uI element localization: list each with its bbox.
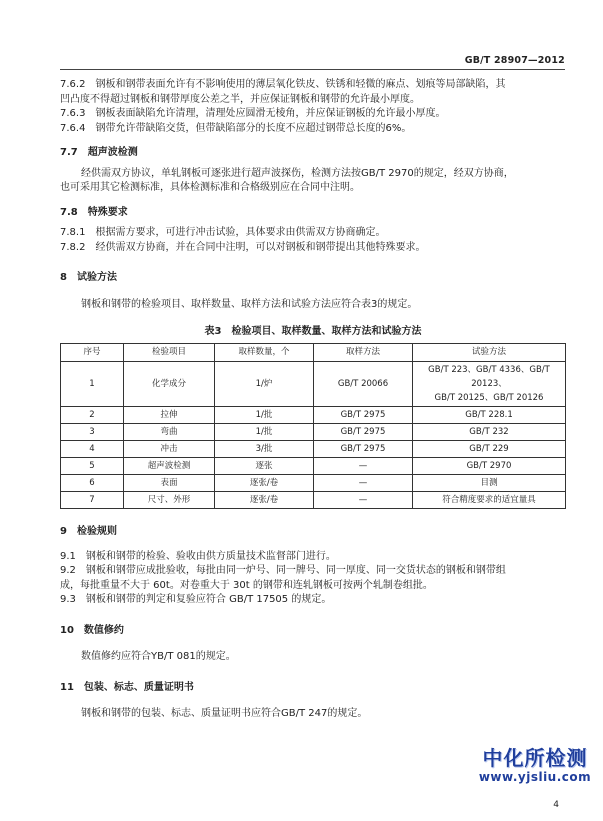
table-cell-no: 7 xyxy=(61,492,124,509)
table-cell-test: 符合精度要求的适宜量具 xyxy=(413,492,566,509)
clause-7-6-3: 7.6.3 钢板表面缺陷允许清理，清理处应圆滑无棱角，并应保证钢板的允许最小厚度。 xyxy=(60,108,446,119)
table-header-cell: 试验方法 xyxy=(413,344,566,362)
table-cell-qty: 1/批 xyxy=(215,407,314,424)
table-cell-test xyxy=(413,362,566,407)
table-header-cell: 取样方法 xyxy=(314,344,413,362)
table-header-cell: 序号 xyxy=(61,344,124,362)
table-cell-no: 3 xyxy=(61,424,124,441)
para-11: 钢板和钢带的包装、标志、质量证明书应符合GB/T 247的规定。 xyxy=(81,708,368,719)
table-cell-qty: 1/批 xyxy=(215,424,314,441)
clause-7-6-4: 7.6.4 钢带允许带缺陷交货，但带缺陷部分的长度不应超过钢带总长度的6%。 xyxy=(60,122,412,134)
page-content xyxy=(60,78,566,722)
table-cell-item: 表面 xyxy=(124,475,215,492)
table-cell-qty: 逐张/卷 xyxy=(215,492,314,509)
clause-7-6-2-line-1: 7.6.2 钢板和钢带表面允许有不影响使用的薄层氧化铁皮、铁锈和轻微的麻点、划痕等局部缺陷，其 xyxy=(60,79,506,90)
table-cell-qty: 3/批 xyxy=(215,441,314,458)
table-cell-test-line: GB/T 20125、GB/T 20126 xyxy=(434,393,544,403)
table-cell-qty: 逐张 xyxy=(215,458,314,475)
watermark-url: www.yjsliu.com xyxy=(478,770,592,784)
table-cell-method: — xyxy=(314,458,413,475)
table-row xyxy=(61,492,566,509)
table-cell-method: — xyxy=(314,475,413,492)
table-cell-item: 尺寸、外形 xyxy=(124,492,215,509)
table-cell-item: 冲击 xyxy=(124,441,215,458)
clause-7-8-1: 7.8.1 根据需方要求，可进行冲击试验，具体要求由供需双方协商确定。 xyxy=(60,227,386,238)
table-row xyxy=(61,458,566,475)
section-7-6-items xyxy=(60,78,566,136)
table-cell-method: — xyxy=(314,492,413,509)
table-cell-item: 超声波检测 xyxy=(124,458,215,475)
clause-9-3: 9.3 钢板和钢带的判定和复验应符合 GB/T 17505 的规定。 xyxy=(60,594,332,605)
para-7-7-line-2: 也可采用其它检测标准，具体检测标准和合格级别应在合同中注明。 xyxy=(60,182,360,193)
clause-7-6-2-line-2: 凹凸度不得超过钢板和钢带厚度公差之半，并应保证钢板和钢带的允许最小厚度。 xyxy=(60,93,420,105)
table-cell-method: GB/T 2975 xyxy=(314,424,413,441)
table-cell-no: 4 xyxy=(61,441,124,458)
heading-8: 8 试验方法 xyxy=(60,272,117,283)
table-row xyxy=(61,362,566,407)
table-cell-test-line: GB/T 223、GB/T 4336、GB/T 20123、 xyxy=(428,365,550,389)
clause-9-1: 9.1 钢板和钢带的检验、验收由供方质量技术监督部门进行。 xyxy=(60,550,336,562)
para-7-7-line-1: 经供需双方协议，单轧钢板可逐张进行超声波探伤，检测方法按GB/T 2970的规定，经双方协商， xyxy=(81,167,514,179)
table-header-cell: 取样数量，个 xyxy=(215,344,314,362)
table-cell-item: 化学成分 xyxy=(124,362,215,407)
table-3-caption: 表3 检验项目、取样数量、取样方法和试验方法 xyxy=(204,326,422,337)
table-3 xyxy=(60,343,566,509)
table-row xyxy=(61,475,566,492)
para-10: 数值修约应符合YB/T 081的规定。 xyxy=(81,651,236,662)
table-cell-method: GB/T 2975 xyxy=(314,441,413,458)
table-cell-item: 拉伸 xyxy=(124,407,215,424)
standard-code: GB/T 28907—2012 xyxy=(464,55,565,66)
table-cell-no: 2 xyxy=(61,407,124,424)
heading-9: 9 检验规则 xyxy=(60,526,117,537)
clause-9-2-line-1: 9.2 钢板和钢带应成批验收，每批由同一炉号、同一牌号、同一厚度、同一交货状态的钢板和钢带组 xyxy=(60,565,506,576)
heading-7-8: 7.8 特殊要求 xyxy=(60,206,128,218)
table-cell-no: 6 xyxy=(61,475,124,492)
table-cell-method: GB/T 2975 xyxy=(314,407,413,424)
table-cell-test: GB/T 229 xyxy=(413,441,566,458)
heading-7-7: 7.7 超声波检测 xyxy=(60,147,138,158)
table-cell-test: GB/T 232 xyxy=(413,424,566,441)
watermark-logo xyxy=(470,746,600,785)
para-8-intro: 钢板和钢带的检验项目、取样数量、取样方法和试验方法应符合表3的规定。 xyxy=(81,298,418,310)
table-cell-item: 弯曲 xyxy=(124,424,215,441)
table-cell-no: 5 xyxy=(61,458,124,475)
header-rule xyxy=(60,69,565,70)
clause-9-2-line-2: 成，每批重量不大于 60t。对卷重大于 30t 的钢带和连轧钢板可按两个轧制卷组批。 xyxy=(60,579,433,591)
table-header-cell: 检验项目 xyxy=(124,344,215,362)
table-cell-test: GB/T 2970 xyxy=(413,458,566,475)
watermark-title: 中化所检测 xyxy=(482,746,588,770)
table-cell-qty: 1/炉 xyxy=(215,362,314,407)
table-cell-qty: 逐张/卷 xyxy=(215,475,314,492)
heading-11: 11 包装、标志、质量证明书 xyxy=(60,681,194,693)
table-row xyxy=(61,441,566,458)
table-cell-test: 目测 xyxy=(413,475,566,492)
table-cell-test: GB/T 228.1 xyxy=(413,407,566,424)
table-row xyxy=(61,407,566,424)
table-row xyxy=(61,424,566,441)
table-cell-method: GB/T 20066 xyxy=(314,362,413,407)
heading-10: 10 数值修约 xyxy=(60,624,124,636)
page-number: 4 xyxy=(553,800,559,810)
table-cell-no: 1 xyxy=(61,362,124,407)
table-header-row xyxy=(61,344,566,362)
clause-7-8-2: 7.8.2 经供需双方协商，并在合同中注明，可以对钢板和钢带提出其他特殊要求。 xyxy=(60,241,426,253)
